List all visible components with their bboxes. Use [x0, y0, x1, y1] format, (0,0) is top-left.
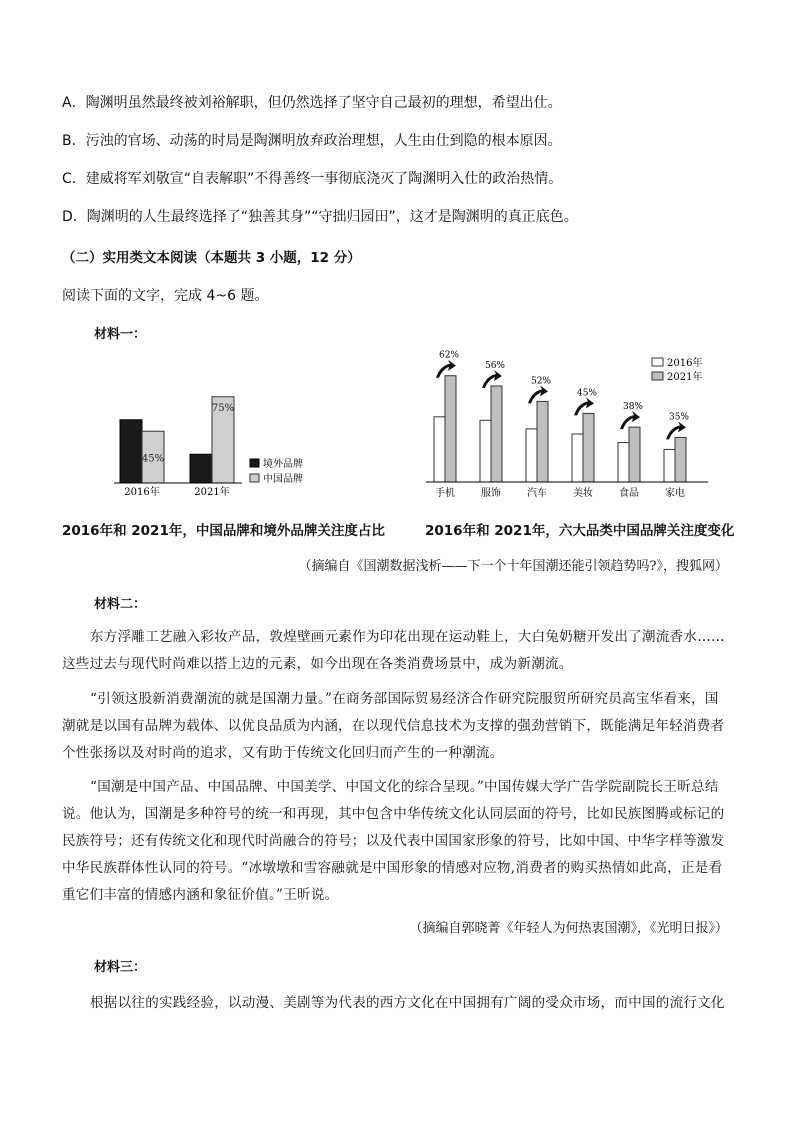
category-label-5: 家电	[665, 488, 685, 499]
bar-2021-1	[491, 386, 502, 482]
data-label-1: 75%	[211, 402, 235, 414]
chart1-caption: 2016年和 2021年，中国品牌和境外品牌关注度占比	[62, 523, 385, 539]
legend-label-china: 中国品牌	[263, 474, 303, 485]
legend-label-2021: 2021年	[667, 372, 703, 383]
section-title: （二）实用类文本阅读（本题共 3 小题，12 分）	[62, 250, 361, 266]
bar-2016-2	[526, 429, 537, 482]
instruction: 阅读下面的文字，完成 4~6 题。	[62, 288, 269, 304]
option-b: B．污浊的官场、动荡的时局是陶渊明放弃政治理想，人生由仕到隐的根本原因。	[62, 133, 562, 149]
legend-label-overseas: 境外品牌	[263, 459, 303, 470]
legend-swatch-2021	[652, 372, 663, 380]
material2-label: 材料二：	[94, 597, 147, 612]
category-label-1: 服饰	[481, 488, 501, 499]
data-label-4: 38%	[622, 402, 644, 413]
bar-2021-4	[629, 427, 640, 482]
option-d: D．陶渊明的人生最终选择了“独善其身”“守拙归园田”，这才是陶渊明的真正底色。	[62, 209, 578, 225]
bar-2021-0	[445, 376, 456, 482]
option-c: C．建威将军刘敬宣“自表解职”不得善终一事彻底浇灭了陶渊明入仕的政治热情。	[62, 171, 563, 187]
data-label-5: 35%	[668, 412, 690, 423]
m2-paragraph-2: “引领这股新消费潮流的就是国潮力量。”在商务部国际贸易经济合作研究院服贸所研究员高宝华看来，国潮就是以国有品牌为载体、以优良品质为内涵，在以现代信息技术为支撑的强劲营销下，既能满足年轻消费者个性张扬以及对时尚的追求，又有助于传统文化回归而产生的一种潮流。	[62, 691, 725, 761]
category-label-2: 汽车	[527, 488, 547, 499]
m2-paragraph-3: “国潮是中国产品、中国品牌、中国美学、中国文化的综合呈现。”中国传媒大学广告学院副院长王昕总结说。他认为，国潮是多种符号的统一和再现，其中包含中华传统文化认同层面的符号，比如民族图腾或标记的民族符号；还有传统文化和现代时尚融合的符号；以及代表中国国家形象的符号，比如中国、中华字样等激发中华民族群体性认同的符号。“冰墩墩和雪容融就是中国形象的情感对应物,消费者的购买热情如此高，正是看重它们丰富的情感内涵和象征价值。”王昕说。	[62, 779, 725, 903]
trend-arrow-icon-3	[574, 397, 594, 415]
source1: （摘编自《国潮数据浅析——下一个十年国潮还能引领趋势吗?》，搜狐网）	[298, 559, 728, 574]
trend-arrow-icon-5	[666, 421, 686, 439]
bar-2016-3	[572, 434, 583, 482]
bar-overseas-1	[190, 454, 212, 483]
data-label-0: 62%	[438, 350, 460, 361]
data-label-3: 45%	[576, 388, 598, 399]
legend-swatch-china	[250, 474, 259, 482]
source2: （摘编自郭晓菁《年轻人为何热衷国潮》，《光明日报》）	[409, 921, 728, 936]
bar-2021-5	[675, 437, 686, 482]
trend-arrow-icon-0	[436, 360, 456, 378]
category-label-0: 手机	[435, 488, 455, 499]
m2-paragraph-1: 东方浮雕工艺融入彩妆产品，敦煌壁画元素作为印花出现在运动鞋上，大白兔奶糖开发出了潮流香水……这些过去与现代时尚难以搭上边的元素，如今出现在各类消费场景中，成为新潮流。	[62, 629, 725, 672]
data-label-2: 52%	[530, 376, 552, 387]
category-label-3: 美妆	[573, 488, 593, 499]
legend-swatch-2016	[652, 358, 663, 366]
chart2-caption: 2016年和 2021年，六大品类中国品牌关注度变化	[425, 523, 735, 539]
bar-2021-2	[537, 401, 548, 482]
legend-swatch-overseas	[250, 459, 259, 467]
material1-label: 材料一：	[94, 327, 147, 342]
bar-2016-4	[618, 443, 629, 482]
category-label-0: 2016年	[124, 487, 160, 498]
m3-paragraph-1: 根据以往的实践经验，以动漫、美剧等为代表的西方文化在中国拥有广阔的受众市场，而中国的流行文化	[90, 995, 725, 1011]
data-label-0: 45%	[141, 453, 165, 465]
trend-arrow-icon-1	[482, 370, 502, 388]
bar-2021-3	[583, 413, 594, 482]
bar-overseas-0	[120, 420, 142, 483]
data-label-1: 56%	[484, 361, 506, 371]
trend-arrow-icon-4	[620, 411, 640, 429]
material3-label: 材料三：	[94, 960, 147, 975]
category-label-4: 食品	[619, 488, 639, 499]
option-a: A．陶渊明虽然最终被刘裕解职，但仍然选择了坚守自己最初的理想，希望出仕。	[62, 95, 562, 111]
bar-2016-1	[480, 420, 491, 482]
category-attention-chart	[418, 350, 718, 505]
bar-2016-0	[434, 417, 445, 482]
bar-2016-5	[664, 449, 675, 482]
brand-share-chart	[110, 385, 340, 505]
category-label-1: 2021年	[194, 487, 230, 498]
legend-label-2016: 2016年	[667, 358, 703, 369]
trend-arrow-icon-2	[528, 385, 548, 403]
